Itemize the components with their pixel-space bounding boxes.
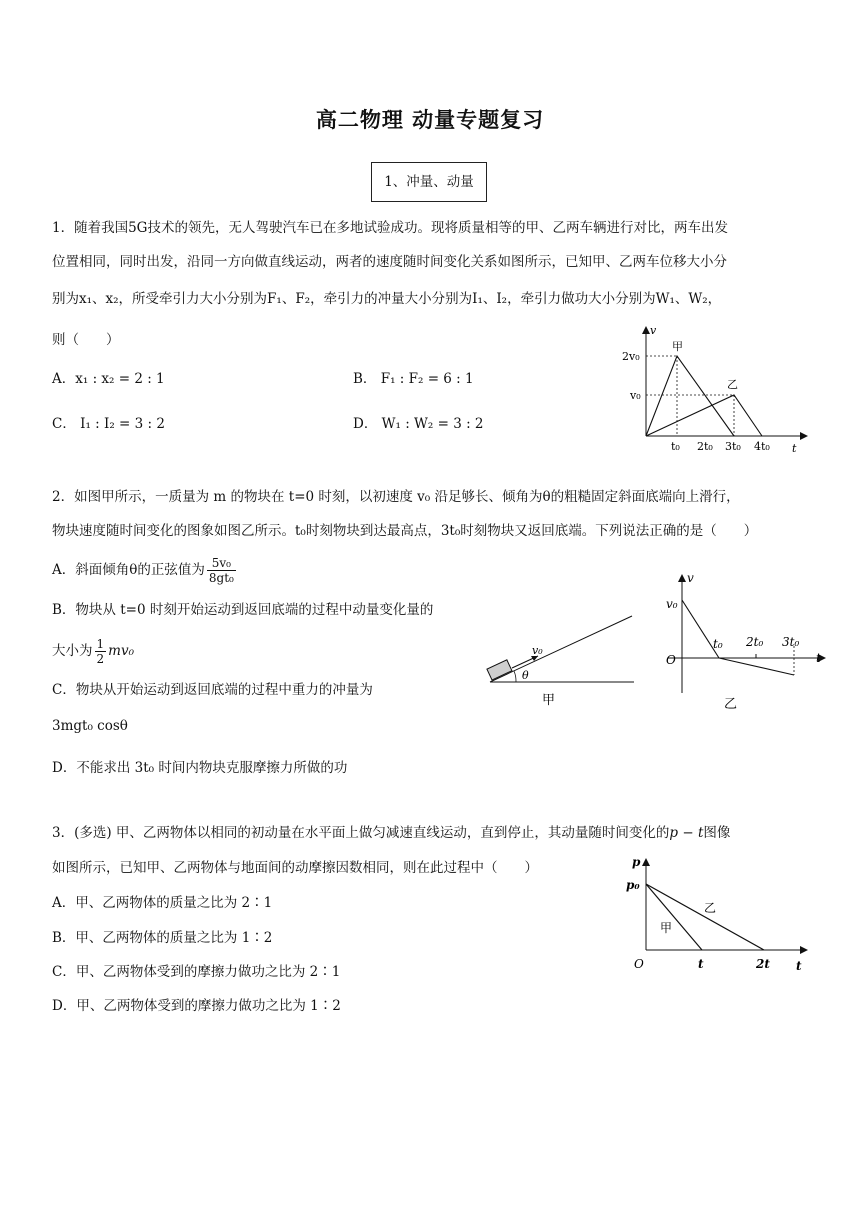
q1-text-line-3: 别为x₁、x₂，所受牵引力大小分别为F₁、F₂，牵引力的冲量大小分别为I₁、I₂，牵引力做功大小分别为W₁、W₂， [52, 291, 722, 307]
q1-tick-v0: v₀ [630, 389, 641, 402]
q2-incline-caption: 甲 [542, 693, 556, 708]
q3-graph-p-arrow [642, 858, 650, 866]
q1-text-line-1: 1．随着我国5G技术的领先，无人驾驶汽车已在多地试验成功。现将质量相等的甲、乙两车辆进行对比，两车出发 [52, 220, 728, 236]
q1-yi-line [646, 395, 762, 436]
q2-option-a-text: A．斜面倾角θ的正弦值为 [52, 562, 205, 578]
q1-tick-4t0: 4t₀ [754, 440, 770, 453]
q2-option-b-denominator: 2 [96, 652, 105, 666]
page-title: 高二物理 动量专题复习 [315, 108, 545, 132]
q1-label-yi: 乙 [727, 378, 738, 391]
q2-option-a-denominator: 8gt₀ [208, 571, 234, 585]
q2-velocity-time-graph [662, 568, 832, 718]
q2-return-line [719, 658, 794, 675]
q1-tick-2v0: 2v₀ [622, 350, 640, 363]
q2-option-a [52, 556, 238, 585]
section-heading-box [371, 162, 487, 202]
q2-tick-3t0: 3t₀ [782, 635, 800, 649]
q1-option-d: D． W₁ : W₂ = 3 : 2 [353, 416, 484, 432]
q2-graph-origin: O [666, 653, 676, 667]
q3-text-line-1 [52, 823, 730, 843]
q2-graph-v-label: v [687, 571, 694, 585]
q3-text-line-1-formula: p − t [669, 825, 704, 841]
q2-incline-diagram [484, 610, 644, 715]
q2-incline-v0: v₀ [532, 644, 543, 657]
q3-label-jia: 甲 [660, 921, 673, 935]
q2-option-a-fraction [207, 556, 236, 585]
q2-text-line-2: 物块速度随时间变化的图象如图乙所示。t₀时刻物块到达最高点，3t₀时刻物块又返回底端。下列说法正确的是（ ） [52, 523, 758, 539]
q2-option-b-suffix: mv₀ [108, 643, 134, 659]
q1-velocity-time-graph [620, 320, 810, 460]
q1-tick-t0: t₀ [671, 440, 680, 453]
q1-graph-v-label: v [650, 324, 657, 337]
q3-text-line-1-prefix: 3．(多选) 甲、乙两物体以相同的初动量在水平面上做匀减速直线运动，直到停止，其动量随时间变化的 [52, 825, 670, 841]
q2-graph-caption: 乙 [724, 697, 738, 712]
q1-option-c: C． I₁ : I₂ = 3 : 2 [52, 416, 165, 432]
q3-graph-t-arrow [800, 946, 808, 954]
q2-angle-arc [514, 671, 516, 682]
q3-option-a: A．甲、乙两物体的质量之比为 2∶1 [52, 895, 273, 911]
q2-option-b-line-1: B．物块从 t=0 时刻开始运动到返回底端的过程中动量变化量的 [52, 602, 434, 618]
section-heading-label: 1、冲量、动量 [384, 174, 474, 190]
q1-text-line-2: 位置相同，同时出发，沿同一方向做直线运动，两者的速度随时间变化关系如图所示，已知甲、乙两车位移大小分 [52, 254, 727, 270]
q3-jia-line [646, 884, 702, 950]
q1-text-line-4: 则（ ） [52, 332, 120, 348]
q2-option-b-numerator: 1 [96, 637, 105, 651]
q3-option-d: D．甲、乙两物体受到的摩擦力做功之比为 1∶2 [52, 998, 341, 1014]
q3-label-yi: 乙 [704, 901, 717, 915]
q2-option-b-fraction [95, 637, 107, 666]
q2-tick-t0: t₀ [713, 637, 723, 651]
q3-option-c: C．甲、乙两物体受到的摩擦力做功之比为 2∶1 [52, 964, 341, 980]
q3-graph-t-label: t [796, 959, 802, 973]
q3-option-b: B．甲、乙两物体的质量之比为 1∶2 [52, 930, 273, 946]
q1-label-jia: 甲 [672, 340, 683, 353]
q1-tick-2t0: 2t₀ [697, 440, 713, 453]
q2-option-c-line-1: C．物块从开始运动到返回底端的过程中重力的冲量为 [52, 682, 373, 698]
q1-option-a: A．x₁ : x₂ = 2 : 1 [52, 371, 165, 387]
q2-incline-surface [490, 616, 632, 682]
q3-tick-p0: p₀ [626, 878, 640, 892]
q3-text-line-2: 如图所示，已知甲、乙两物体与地面间的动摩擦因数相同，则在此过程中（ ） [52, 860, 538, 876]
q3-text-line-1-suffix: 图像 [703, 825, 731, 841]
q3-tick-2t: 2t [756, 957, 770, 971]
q1-graph-t-label: t [792, 442, 797, 455]
q2-tick-2t0: 2t₀ [746, 635, 764, 649]
q2-option-d: D．不能求出 3t₀ 时间内物块克服摩擦力所做的功 [52, 760, 348, 776]
q3-yi-line [646, 884, 764, 950]
q2-option-c-line-2: 3mgt₀ cosθ [52, 718, 128, 734]
q1-graph-v-arrow [642, 326, 650, 334]
q1-option-b: B． F₁ : F₂ = 6 : 1 [353, 371, 474, 387]
q2-option-a-numerator: 5v₀ [207, 556, 236, 571]
q2-text-line-1: 2．如图甲所示，一质量为 m 的物块在 t=0 时刻，以初速度 v₀ 沿足够长、倾角为θ的粗糙固定斜面底端向上滑行， [52, 489, 740, 505]
q2-incline-theta: θ [522, 669, 529, 682]
q1-graph-t-arrow [800, 432, 808, 440]
q3-graph-p-label: p [632, 855, 641, 869]
q2-graph-t-label: t [816, 651, 821, 665]
q2-graph-v-arrow [678, 574, 686, 582]
q3-momentum-time-graph [626, 850, 816, 975]
q2-option-b-prefix: 大小为 [52, 643, 93, 659]
q2-block [487, 660, 512, 680]
q3-graph-origin: O [634, 957, 644, 971]
q1-jia-line [646, 356, 734, 436]
q2-option-b-line-2 [52, 637, 134, 666]
q3-tick-t: t [698, 957, 704, 971]
q2-tick-v0: v₀ [666, 597, 678, 611]
q1-tick-3t0: 3t₀ [725, 440, 741, 453]
